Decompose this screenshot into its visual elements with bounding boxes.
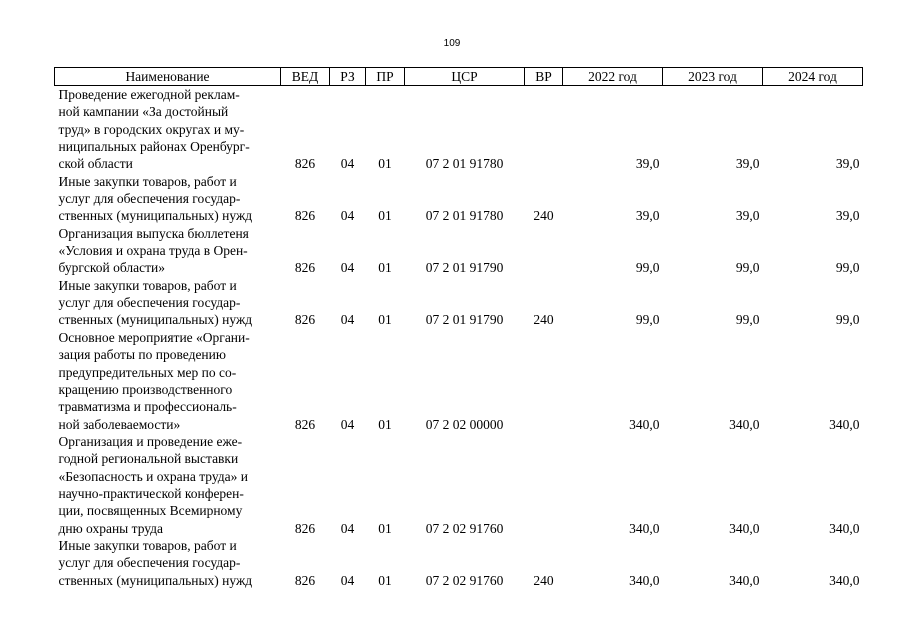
- row-name-line: услуг для обеспечения государ-: [58, 555, 241, 571]
- amount-2022-cell: 340,0: [629, 572, 660, 588]
- pr-cell: 01: [378, 312, 392, 328]
- page-number: 109: [443, 38, 461, 49]
- header-csr: ЦСР: [405, 68, 525, 86]
- amount-2024-cell: 39,0: [835, 156, 860, 172]
- table-header-row: [55, 68, 863, 86]
- row-name-cell: [55, 537, 281, 589]
- row-name-line: научно-практической конферен-: [58, 485, 244, 501]
- header-rz: РЗ: [330, 68, 366, 86]
- vr-cell: [525, 225, 563, 277]
- amount-2023-cell: 39,0: [735, 208, 760, 224]
- amount-2023-cell: 340,0: [729, 520, 760, 536]
- pr-cell: 01: [378, 572, 392, 588]
- row-name-line: травматизма и профессиональ-: [58, 399, 237, 415]
- amount-2024-cell: 99,0: [835, 312, 860, 328]
- amount-2022-cell: 39,0: [635, 208, 660, 224]
- table-body: [55, 86, 863, 589]
- row-name-line: кращению производственного: [58, 381, 233, 397]
- row-name-line: годной региональной выставки: [58, 451, 239, 467]
- amount-2024-cell: 99,0: [835, 260, 860, 276]
- row-name-line: «Безопасность и охрана труда» и: [58, 468, 248, 484]
- row-name-line: ственных (муниципальных) нужд: [58, 312, 253, 328]
- row-name-line: Иные закупки товаров, работ и: [58, 173, 237, 189]
- row-name-line: ственных (муниципальных) нужд: [58, 208, 253, 224]
- rz-cell: 04: [340, 208, 355, 224]
- table-row: [55, 537, 863, 589]
- rz-cell: 04: [340, 520, 355, 536]
- csr-cell: 07 2 01 91790: [425, 312, 504, 328]
- csr-cell: 07 2 01 91780: [425, 208, 504, 224]
- csr-cell: 07 2 02 91760: [425, 520, 504, 536]
- row-name-line: ской области: [58, 156, 133, 172]
- amount-2023-cell: 39,0: [735, 156, 760, 172]
- amount-2024-cell: 340,0: [829, 572, 860, 588]
- header-vr: ВР: [525, 68, 563, 86]
- table-row: [55, 86, 863, 173]
- header-name: Наименование: [55, 68, 281, 86]
- row-name-line: Основное мероприятие «Органи-: [58, 329, 250, 345]
- amount-2022-cell: 99,0: [635, 312, 660, 328]
- ved-cell: 826: [294, 416, 316, 432]
- amount-2023-cell: 340,0: [729, 416, 760, 432]
- amount-2022-cell: 39,0: [635, 156, 660, 172]
- header-ved: ВЕД: [281, 68, 330, 86]
- table-row: [55, 225, 863, 277]
- rz-cell: 04: [340, 416, 355, 432]
- row-name-line: дню охраны труда: [58, 520, 164, 536]
- vr-cell: 240: [533, 572, 554, 588]
- row-name-line: Иные закупки товаров, работ и: [58, 277, 237, 293]
- row-name-line: Организация выпуска бюллетеня: [58, 225, 249, 241]
- rz-cell: 04: [340, 260, 355, 276]
- ved-cell: 826: [294, 208, 316, 224]
- table-row: [55, 277, 863, 329]
- vr-cell: 240: [533, 208, 554, 224]
- row-name-line: услуг для обеспечения государ-: [58, 191, 241, 207]
- ved-cell: 826: [294, 260, 316, 276]
- row-name-line: предупредительных мер по со-: [58, 364, 237, 380]
- row-name-line: Иные закупки товаров, работ и: [58, 537, 237, 553]
- amount-2023-cell: 99,0: [735, 260, 760, 276]
- row-name-cell: [55, 433, 281, 537]
- ved-cell: 826: [294, 312, 316, 328]
- ved-cell: 826: [294, 520, 316, 536]
- amount-2023-cell: 99,0: [735, 312, 760, 328]
- csr-cell: 07 2 02 00000: [425, 416, 504, 432]
- header-2024: 2024 год: [763, 68, 863, 86]
- vr-cell: 240: [533, 312, 554, 328]
- row-name-cell: [55, 173, 281, 225]
- pr-cell: 01: [378, 156, 392, 172]
- header-2023: 2023 год: [663, 68, 763, 86]
- csr-cell: 07 2 01 91790: [425, 260, 504, 276]
- row-name-line: ции, посвященных Всемирному: [58, 503, 243, 519]
- amount-2022-cell: 340,0: [629, 416, 660, 432]
- vr-cell: [525, 329, 563, 433]
- row-name-line: услуг для обеспечения государ-: [58, 295, 241, 311]
- row-name-line: ной заболеваемости»: [58, 416, 181, 432]
- ved-cell: 826: [294, 572, 316, 588]
- table-row: [55, 329, 863, 433]
- header-pr: ПР: [366, 68, 405, 86]
- row-name-line: труд» в городских округах и му-: [58, 121, 245, 137]
- row-name-line: зация работы по проведению: [58, 347, 226, 363]
- row-name-cell: [55, 329, 281, 433]
- budget-table: [54, 67, 863, 589]
- row-name-line: ной кампании «За достойный: [58, 104, 229, 120]
- row-name-cell: [55, 86, 281, 173]
- rz-cell: 04: [340, 312, 355, 328]
- table-row: [55, 173, 863, 225]
- amount-2024-cell: 39,0: [835, 208, 860, 224]
- pr-cell: 01: [378, 260, 392, 276]
- rz-cell: 04: [340, 156, 355, 172]
- pr-cell: 01: [378, 208, 392, 224]
- rz-cell: 04: [340, 572, 355, 588]
- vr-cell: [525, 86, 563, 173]
- row-name-line: бургской области»: [58, 260, 165, 276]
- row-name-line: Проведение ежегодной реклам-: [58, 87, 240, 102]
- pr-cell: 01: [378, 520, 392, 536]
- row-name-line: ниципальных районах Оренбург-: [58, 139, 250, 155]
- row-name-line: Организация и проведение еже-: [58, 433, 243, 449]
- row-name-line: ственных (муниципальных) нужд: [58, 572, 253, 588]
- header-2022: 2022 год: [563, 68, 663, 86]
- pr-cell: 01: [378, 416, 392, 432]
- ved-cell: 826: [294, 156, 316, 172]
- row-name-cell: [55, 225, 281, 277]
- csr-cell: 07 2 02 91760: [425, 572, 504, 588]
- amount-2024-cell: 340,0: [829, 416, 860, 432]
- csr-cell: 07 2 01 91780: [425, 156, 504, 172]
- table-row: [55, 433, 863, 537]
- amount-2023-cell: 340,0: [729, 572, 760, 588]
- row-name-cell: [55, 277, 281, 329]
- amount-2024-cell: 340,0: [829, 520, 860, 536]
- vr-cell: [525, 433, 563, 537]
- amount-2022-cell: 340,0: [629, 520, 660, 536]
- amount-2022-cell: 99,0: [635, 260, 660, 276]
- row-name-line: «Условия и охрана труда в Орен-: [58, 243, 248, 259]
